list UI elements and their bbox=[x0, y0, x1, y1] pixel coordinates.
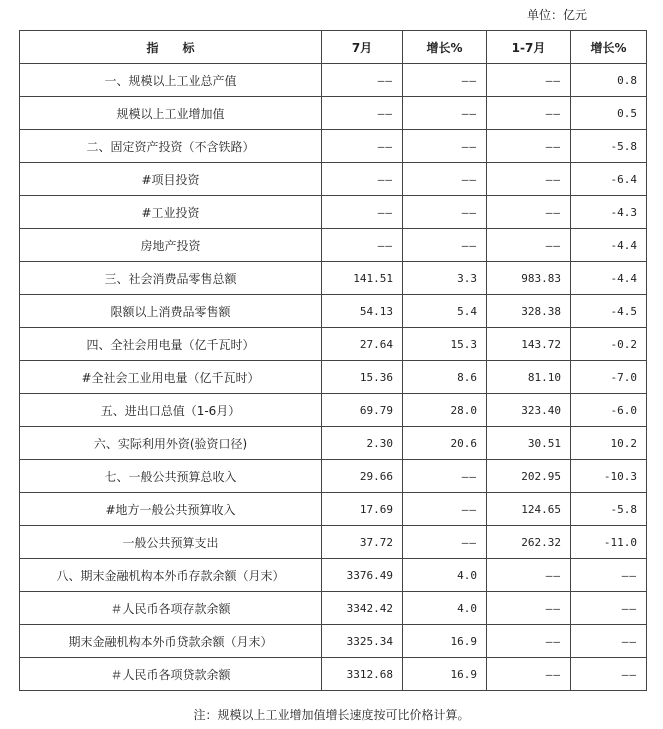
table-row bbox=[20, 64, 647, 97]
indicator-cell: ＃人民币各项贷款余额 bbox=[20, 658, 322, 691]
table-row bbox=[20, 493, 647, 526]
ytd-growth-cell: -6.0 bbox=[571, 394, 647, 427]
month-value-cell: —— bbox=[322, 196, 403, 229]
indicator-cell: 七、一般公共预算总收入 bbox=[20, 460, 322, 493]
indicator-cell: 房地产投资 bbox=[20, 229, 322, 262]
ytd-growth-cell: 0.5 bbox=[571, 97, 647, 130]
table-row bbox=[20, 229, 647, 262]
indicator-cell: 四、全社会用电量（亿千瓦时） bbox=[20, 328, 322, 361]
month-growth-cell: —— bbox=[403, 130, 487, 163]
month-value-cell: 3325.34 bbox=[322, 625, 403, 658]
month-growth-cell: —— bbox=[403, 64, 487, 97]
header-indicator: 指 标 bbox=[20, 31, 322, 64]
table-row bbox=[20, 361, 647, 394]
month-value-cell: —— bbox=[322, 64, 403, 97]
indicator-cell: 八、期末金融机构本外币存款余额（月末） bbox=[20, 559, 322, 592]
month-value-cell: 17.69 bbox=[322, 493, 403, 526]
indicator-cell: 一般公共预算支出 bbox=[20, 526, 322, 559]
ytd-growth-cell: —— bbox=[571, 658, 647, 691]
ytd-value-cell: —— bbox=[487, 64, 571, 97]
footnote: 注：规模以上工业增加值增长速度按可比价格计算。 bbox=[193, 708, 470, 722]
table-row bbox=[20, 262, 647, 295]
month-growth-cell: 4.0 bbox=[403, 592, 487, 625]
indicator-cell: 一、规模以上工业总产值 bbox=[20, 64, 322, 97]
table-row bbox=[20, 592, 647, 625]
ytd-value-cell: 323.40 bbox=[487, 394, 571, 427]
month-growth-cell: 5.4 bbox=[403, 295, 487, 328]
ytd-growth-cell: -4.4 bbox=[571, 229, 647, 262]
indicator-cell: #工业投资 bbox=[20, 196, 322, 229]
ytd-value-cell: —— bbox=[487, 658, 571, 691]
month-growth-cell: —— bbox=[403, 493, 487, 526]
month-value-cell: 54.13 bbox=[322, 295, 403, 328]
ytd-value-cell: 262.32 bbox=[487, 526, 571, 559]
ytd-growth-cell: —— bbox=[571, 625, 647, 658]
table-row bbox=[20, 625, 647, 658]
indicator-cell: ＃人民币各项存款余额 bbox=[20, 592, 322, 625]
month-value-cell: 3342.42 bbox=[322, 592, 403, 625]
indicator-cell: 限额以上消费品零售额 bbox=[20, 295, 322, 328]
header-ytd-growth: 增长% bbox=[571, 31, 647, 64]
table-row bbox=[20, 394, 647, 427]
statistics-table bbox=[19, 30, 647, 691]
ytd-growth-cell: —— bbox=[571, 592, 647, 625]
month-value-cell: —— bbox=[322, 97, 403, 130]
month-value-cell: 3312.68 bbox=[322, 658, 403, 691]
month-growth-cell: —— bbox=[403, 526, 487, 559]
table-row bbox=[20, 328, 647, 361]
ytd-growth-cell: -4.3 bbox=[571, 196, 647, 229]
table-row bbox=[20, 97, 647, 130]
table-body bbox=[20, 64, 647, 691]
month-value-cell: 141.51 bbox=[322, 262, 403, 295]
ytd-value-cell: —— bbox=[487, 97, 571, 130]
ytd-growth-cell: 10.2 bbox=[571, 427, 647, 460]
indicator-cell: #全社会工业用电量（亿千瓦时） bbox=[20, 361, 322, 394]
ytd-value-cell: —— bbox=[487, 625, 571, 658]
ytd-growth-cell: -0.2 bbox=[571, 328, 647, 361]
table-row bbox=[20, 658, 647, 691]
month-growth-cell: 20.6 bbox=[403, 427, 487, 460]
indicator-cell: 规模以上工业增加值 bbox=[20, 97, 322, 130]
indicator-cell: 期末金融机构本外币贷款余额（月末） bbox=[20, 625, 322, 658]
month-value-cell: 29.66 bbox=[322, 460, 403, 493]
month-value-cell: 3376.49 bbox=[322, 559, 403, 592]
indicator-cell: #地方一般公共预算收入 bbox=[20, 493, 322, 526]
indicator-cell: 二、固定资产投资（不含铁路） bbox=[20, 130, 322, 163]
ytd-growth-cell: -11.0 bbox=[571, 526, 647, 559]
month-value-cell: 2.30 bbox=[322, 427, 403, 460]
ytd-value-cell: 81.10 bbox=[487, 361, 571, 394]
month-growth-cell: —— bbox=[403, 163, 487, 196]
ytd-value-cell: —— bbox=[487, 592, 571, 625]
month-growth-cell: —— bbox=[403, 97, 487, 130]
ytd-value-cell: —— bbox=[487, 163, 571, 196]
month-value-cell: 27.64 bbox=[322, 328, 403, 361]
ytd-value-cell: —— bbox=[487, 130, 571, 163]
ytd-growth-cell: -4.4 bbox=[571, 262, 647, 295]
month-value-cell: 15.36 bbox=[322, 361, 403, 394]
month-growth-cell: 8.6 bbox=[403, 361, 487, 394]
ytd-growth-cell: -5.8 bbox=[571, 493, 647, 526]
table-row bbox=[20, 196, 647, 229]
header-month-growth: 增长% bbox=[403, 31, 487, 64]
month-value-cell: 69.79 bbox=[322, 394, 403, 427]
ytd-value-cell: 983.83 bbox=[487, 262, 571, 295]
ytd-value-cell: —— bbox=[487, 196, 571, 229]
ytd-value-cell: 124.65 bbox=[487, 493, 571, 526]
table-row bbox=[20, 130, 647, 163]
month-growth-cell: —— bbox=[403, 229, 487, 262]
month-growth-cell: —— bbox=[403, 460, 487, 493]
ytd-value-cell: —— bbox=[487, 229, 571, 262]
header-month: 7月 bbox=[322, 31, 403, 64]
ytd-value-cell: 328.38 bbox=[487, 295, 571, 328]
table-row bbox=[20, 460, 647, 493]
ytd-growth-cell: -4.5 bbox=[571, 295, 647, 328]
ytd-growth-cell: -6.4 bbox=[571, 163, 647, 196]
ytd-growth-cell: -5.8 bbox=[571, 130, 647, 163]
ytd-value-cell: 202.95 bbox=[487, 460, 571, 493]
month-growth-cell: 28.0 bbox=[403, 394, 487, 427]
ytd-value-cell: 143.72 bbox=[487, 328, 571, 361]
ytd-growth-cell: -7.0 bbox=[571, 361, 647, 394]
month-value-cell: —— bbox=[322, 130, 403, 163]
indicator-cell: 五、进出口总值（1-6月） bbox=[20, 394, 322, 427]
table-row bbox=[20, 427, 647, 460]
table-header-row bbox=[20, 31, 647, 64]
table-row bbox=[20, 163, 647, 196]
ytd-growth-cell: -10.3 bbox=[571, 460, 647, 493]
table-row bbox=[20, 559, 647, 592]
month-growth-cell: 4.0 bbox=[403, 559, 487, 592]
header-ytd: 1-7月 bbox=[487, 31, 571, 64]
table-row bbox=[20, 526, 647, 559]
month-value-cell: 37.72 bbox=[322, 526, 403, 559]
month-growth-cell: 16.9 bbox=[403, 658, 487, 691]
month-value-cell: —— bbox=[322, 163, 403, 196]
ytd-growth-cell: 0.8 bbox=[571, 64, 647, 97]
indicator-cell: #项目投资 bbox=[20, 163, 322, 196]
month-growth-cell: 16.9 bbox=[403, 625, 487, 658]
table-row bbox=[20, 295, 647, 328]
month-growth-cell: 15.3 bbox=[403, 328, 487, 361]
month-growth-cell: —— bbox=[403, 196, 487, 229]
month-value-cell: —— bbox=[322, 229, 403, 262]
ytd-value-cell: —— bbox=[487, 559, 571, 592]
indicator-cell: 六、实际利用外资(验资口径) bbox=[20, 427, 322, 460]
month-growth-cell: 3.3 bbox=[403, 262, 487, 295]
indicator-cell: 三、社会消费品零售总额 bbox=[20, 262, 322, 295]
ytd-value-cell: 30.51 bbox=[487, 427, 571, 460]
unit-label: 单位：亿元 bbox=[526, 8, 587, 22]
ytd-growth-cell: —— bbox=[571, 559, 647, 592]
